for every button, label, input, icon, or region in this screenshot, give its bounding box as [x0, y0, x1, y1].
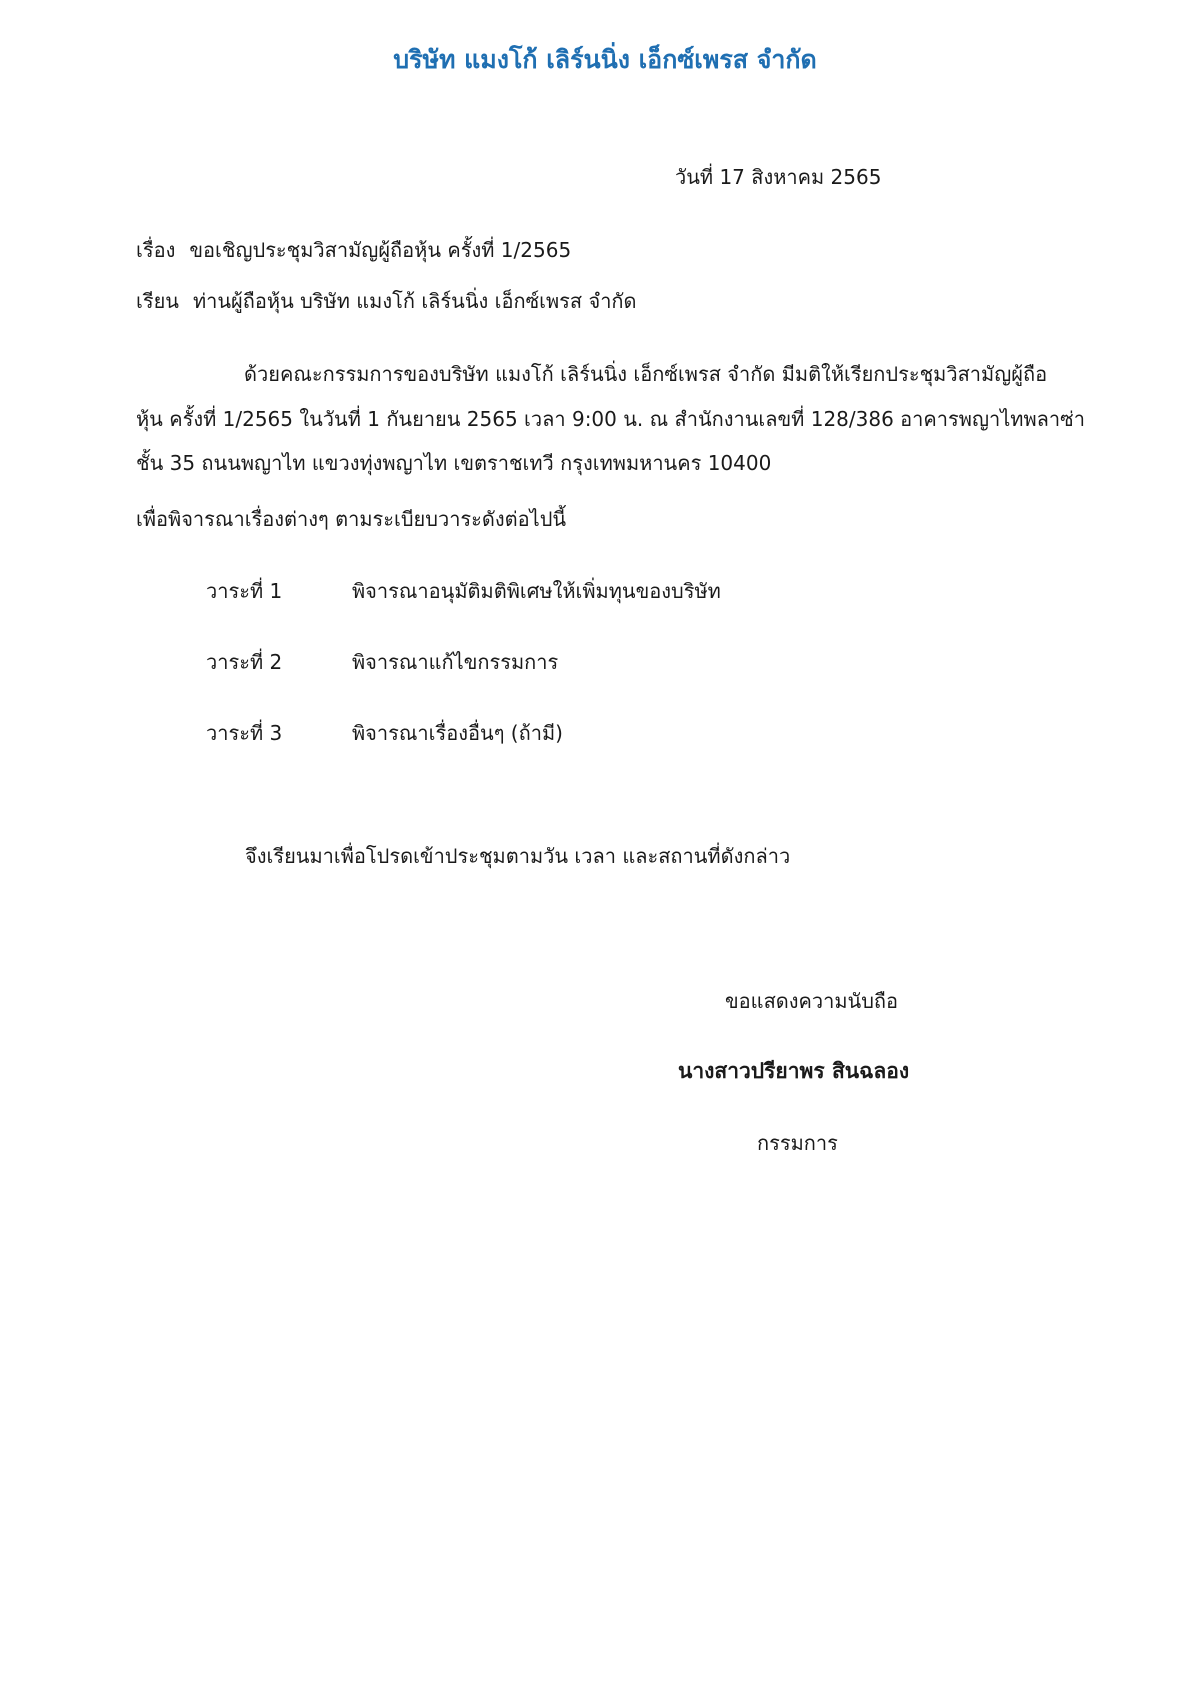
agenda-item — [206, 717, 563, 749]
agenda-item — [206, 646, 558, 678]
body-line-1: ด้วยคณะกรรมการของบริษัท แมงโก้ เลิร์นนิ่ง เอ็กซ์เพรส จำกัด มีมติให้เรียกประชุมวิสามัญผู้ถือ — [244, 362, 1048, 386]
letter-date: วันที่ 17 สิงหาคม 2565 — [675, 165, 882, 189]
company-title: บริษัท แมงโก้ เลิร์นนิ่ง เอ็กซ์เพรส จำกัด — [393, 45, 817, 74]
body-paragraph — [136, 352, 1085, 486]
agenda-text: พิจารณาแก้ไขกรรมการ — [352, 650, 559, 674]
agenda-number: วาระที่ 3 — [206, 721, 283, 745]
closing-line: จึงเรียนมาเพื่อโปรดเข้าประชุมตามวัน เวลา และสถานที่ดังกล่าว — [245, 844, 791, 868]
agenda-text: พิจารณาเรื่องอื่นๆ (ถ้ามี) — [352, 721, 563, 745]
recipient-line — [136, 285, 637, 317]
recipient-text: ท่านผู้ถือหุ้น บริษัท แมงโก้ เลิร์นนิ่ง เอ็กซ์เพรส จำกัด — [192, 289, 637, 313]
subject-label: เรื่อง — [136, 238, 176, 262]
signer-position: กรรมการ — [757, 1131, 838, 1155]
subject-text: ขอเชิญประชุมวิสามัญผู้ถือหุ้น ครั้งที่ 1/2565 — [189, 238, 572, 262]
regards-line: ขอแสดงความนับถือ — [725, 989, 899, 1013]
purpose-line: เพื่อพิจารณาเรื่องต่างๆ ตามระเบียบวาระดังต่อไปนี้ — [136, 507, 567, 531]
recipient-label: เรียน — [136, 289, 179, 313]
agenda-item — [206, 575, 721, 607]
agenda-text: พิจารณาอนุมัติมติพิเศษให้เพิ่มทุนของบริษัท — [352, 579, 721, 603]
agenda-number: วาระที่ 2 — [206, 650, 283, 674]
subject-line — [136, 234, 571, 266]
agenda-number: วาระที่ 1 — [206, 579, 283, 603]
body-line-2: หุ้น ครั้งที่ 1/2565 ในวันที่ 1 กันยายน 2565 เวลา 9:00 น. ณ สำนักงานเลขที่ 128/386 อาคารพญาไทพลาซ่า — [136, 406, 1085, 431]
body-line-3: ชั้น 35 ถนนพญาไท แขวงทุ่งพญาไท เขตราชเทวี กรุงเทพมหานคร 10400 — [136, 451, 772, 475]
signer-name: นางสาวปรียาพร สินฉลอง — [678, 1059, 910, 1083]
